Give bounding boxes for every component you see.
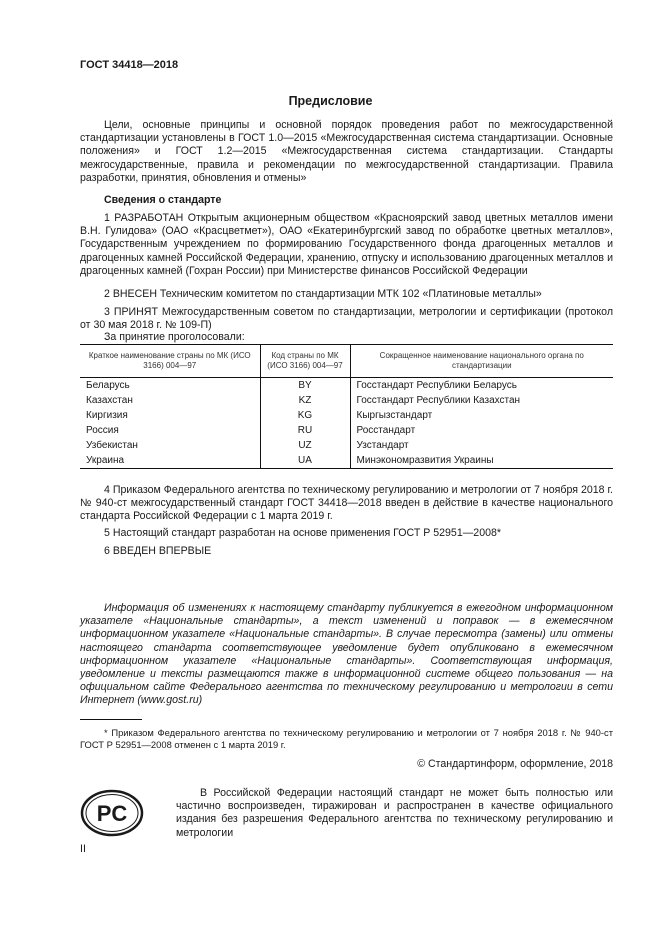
table-row xyxy=(80,378,613,394)
voted-label: За принятие проголосовали: xyxy=(104,331,245,343)
copyright: © Стандартинформ, оформление, 2018 xyxy=(417,758,613,770)
country-code: BY xyxy=(260,378,350,394)
footnote-divider xyxy=(80,719,142,720)
gost-r-certification-mark-icon xyxy=(80,788,144,838)
country-name: Киргизия xyxy=(86,410,128,421)
table-row xyxy=(80,453,613,469)
table-row xyxy=(80,408,613,423)
country-code: KG xyxy=(260,408,350,423)
svg-text:PC: PC xyxy=(96,801,128,826)
country-code: KZ xyxy=(260,393,350,408)
page-number: II xyxy=(80,843,86,855)
country-name: Узбекистан xyxy=(86,440,138,451)
item-order: 4 Приказом Федерального агентства по техническому регулированию и метрологии от 7 ноября 2018 г. № 940-ст межгосударственный стандарт ГОСТ 34418—2018 введен в действие в качестве национального стандарта Российской Федерации с 1 марта 2019 г. xyxy=(80,484,613,523)
intro-paragraph: Цели, основные принципы и основной порядок проведения работ по межгосударственной стандартизации установлены в ГОСТ 1.0—2015 «Межгосударственная система стандартизации. Основные положения» и ГОСТ 1.2—2015 «Межгосударственная система стандартизации. Стандарты межгосударственные, правила и рекомендации по межгосударственной стандартизации. Правила разработки, принятия, обновления и отмены» xyxy=(80,119,613,184)
country-code: UA xyxy=(260,453,350,469)
country-name: Казахстан xyxy=(86,395,133,406)
national-body: Госстандарт Республики Казахстан xyxy=(350,393,613,408)
table-row xyxy=(80,393,613,408)
page-title: Предисловие xyxy=(288,94,373,108)
info-heading: Сведения о стандарте xyxy=(104,194,222,206)
national-body: Росстандарт xyxy=(350,423,613,438)
item-adopted: 3 ПРИНЯТ Межгосударственным советом по стандартизации, метрологии и сертификации (протокол от 30 мая 2018 г. № 109-П) xyxy=(80,306,613,332)
country-name: Беларусь xyxy=(86,380,130,391)
national-body: Минэкономразвития Украины xyxy=(350,453,613,469)
info-note: Информация об изменениях к настоящему стандарту публикуется в ежегодном информационном указателе «Национальные стандарты», а текст изменений и поправок — в ежемесячном информационном указателе «Национальные стандарты». В случае пересмотра (замены) или отмены настоящего стандарта соответствующее уведомление будет опубликовано в ежемесячном информационном указателе «Национальные стандарты». Соответствующая информация, уведомление и тексты размещаются также в информационной системе общего пользования — на официальном сайте Федерального агентства по техническому регулированию и метрологии в сети Интернет (www.gost.ru) xyxy=(80,602,613,707)
country-code: UZ xyxy=(260,438,350,453)
table-row xyxy=(80,438,613,453)
table-header-row xyxy=(80,345,613,378)
table-row xyxy=(80,423,613,438)
national-body: Госстандарт Республики Беларусь xyxy=(350,378,613,394)
reproduction-notice: В Российской Федерации настоящий стандарт не может быть полностью или частично воспроизведен, тиражирован и распространен в качестве официального издания без разрешения Федерального агентства по техническому регулированию и метрологии xyxy=(176,787,613,839)
countries-table xyxy=(80,344,613,469)
national-body: Узстандарт xyxy=(350,438,613,453)
header-country-code: Код страны по МК (ИСО 3166) 004—97 xyxy=(260,345,350,378)
header-country-name: Краткое наименование страны по МК (ИСО 3166) 004—97 xyxy=(80,345,260,378)
country-name: Украина xyxy=(80,453,260,469)
standard-code: ГОСТ 34418—2018 xyxy=(80,59,179,71)
footnote: * Приказом Федерального агентства по техническому регулированию и метрологии от 7 ноября 2018 г. № 940-ст ГОСТ Р 52951—2008 отменен с 1 марта 2019 г. xyxy=(80,727,613,750)
country-name: Россия xyxy=(86,425,119,436)
country-code: RU xyxy=(260,423,350,438)
item-developed: 1 РАЗРАБОТАН Открытым акционерным обществом «Красноярский завод цветных металлов имени В.Н. Гулидова» (ОАО «Красцветмет»), ОАО «Екатеринбургский завод по обработке цветных металлов», Государственным учреждением по формированию Государственного фонда драгоценных металлов и драгоценных камней Российской Федерации, хранению, отпуску и использованию драгоценных металлов и драгоценных камней (Гохран России) при Министерстве финансов Российской Федерации xyxy=(80,212,613,277)
item-first-time: 6 ВВЕДЕН ВПЕРВЫЕ xyxy=(104,545,212,557)
national-body: Кыргызстандарт xyxy=(350,408,613,423)
item-based-on: 5 Настоящий стандарт разработан на основе применения ГОСТ Р 52951—2008* xyxy=(104,527,501,539)
item-introduced: 2 ВНЕСЕН Техническим комитетом по стандартизации МТК 102 «Платиновые металлы» xyxy=(104,288,542,300)
header-national-body: Сокращенное наименование национального органа по стандартизации xyxy=(350,345,613,378)
